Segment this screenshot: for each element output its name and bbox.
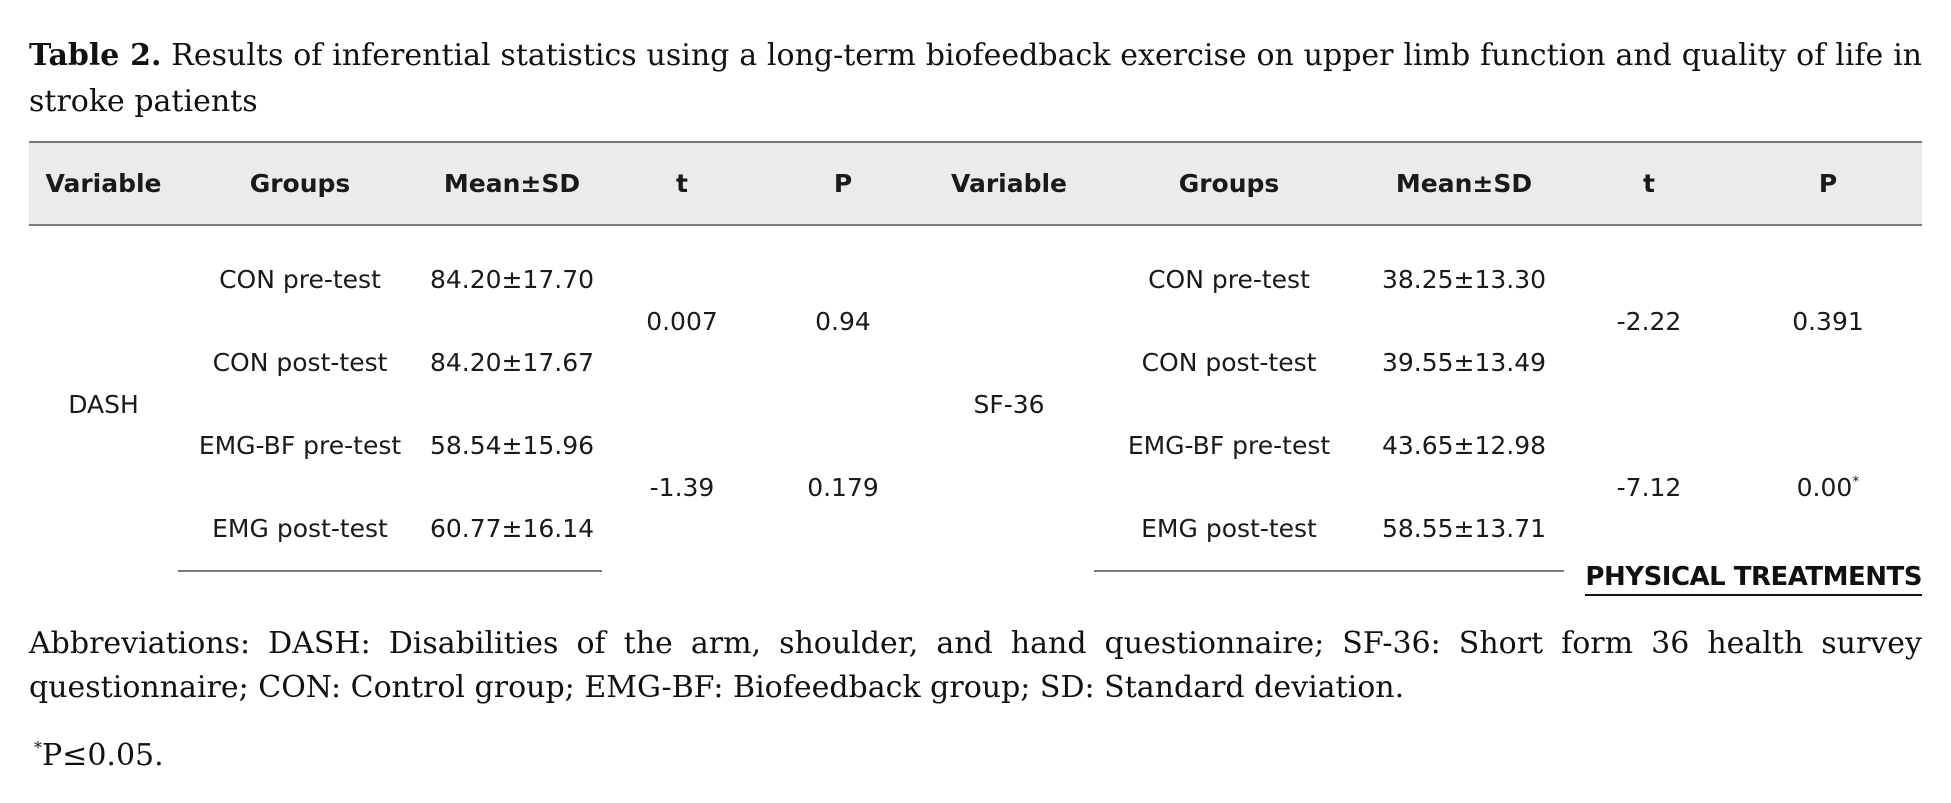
mean-sd-cell: 84.20±17.67 (429, 348, 595, 377)
p-cell (1734, 404, 1922, 571)
group-cell: EMG-BF pre-test (1127, 431, 1331, 460)
group-cell: EMG post-test (1094, 487, 1364, 571)
group-cell: EMG post-test (178, 487, 422, 571)
footnote-text: P≤0.05. (42, 738, 164, 773)
p-value: 0.391 (1792, 306, 1864, 336)
table-caption (29, 33, 1922, 125)
header-t-right: t (1564, 142, 1734, 225)
abbreviations-note: Abbreviations: DASH: Disabilities of the arm, shoulder, and hand questionnaire; SF-36: Short form 36 health survey questionnaire; CON: Control group; EMG-BF: Biofeedback group; SD: Standard deviation. (29, 626, 1922, 705)
t-cell: -1.39 (649, 473, 715, 502)
header-t-left: t (602, 142, 762, 225)
mean-sd-cell: 58.54±15.96 (429, 431, 595, 460)
variable-cell-dash: DASH (68, 390, 139, 419)
journal-logo: PHYSICAL TREATMENTS (1585, 562, 1922, 596)
header-groups-right: Groups (1094, 142, 1364, 225)
significance-mark: * (1852, 474, 1860, 490)
variable-cell-sf36: SF-36 (973, 390, 1045, 419)
group-cell: CON post-test (1141, 348, 1317, 377)
results-table (29, 141, 1922, 572)
t-cell: -7.12 (1616, 473, 1682, 502)
p-cell: 0.179 (807, 473, 879, 502)
p-cell (1734, 225, 1922, 404)
table-caption-text: Results of inferential statistics using a long-term biofeedback exercise on upper limb function and quality of life in stroke patients (29, 38, 1923, 119)
header-variable-left: Variable (29, 142, 178, 225)
table-header-row (29, 142, 1922, 225)
header-mean-sd-left: Mean±SD (422, 142, 602, 225)
significance-footnote (34, 726, 164, 778)
results-table-container (29, 141, 1922, 572)
footnote-mark: * (34, 738, 42, 757)
p-cell: 0.94 (815, 306, 871, 336)
mean-sd-cell: 43.65±12.98 (1381, 431, 1547, 460)
mean-sd-cell: 39.55±13.49 (1381, 348, 1547, 377)
table-row (29, 225, 1922, 321)
mean-sd-cell: 84.20±17.70 (429, 265, 595, 294)
header-p-left: P (762, 142, 924, 225)
group-cell: CON post-test (212, 348, 388, 377)
header-mean-sd-right: Mean±SD (1364, 142, 1564, 225)
group-cell: CON pre-test (1148, 265, 1310, 294)
header-groups-left: Groups (178, 142, 422, 225)
t-cell: -2.22 (1616, 306, 1682, 336)
group-cell: EMG-BF pre-test (198, 431, 402, 460)
mean-sd-cell: 58.55±13.71 (1364, 487, 1564, 571)
mean-sd-cell: 60.77±16.14 (422, 487, 602, 571)
header-p-right: P (1734, 142, 1922, 225)
header-variable-right: Variable (924, 142, 1094, 225)
mean-sd-cell: 38.25±13.30 (1381, 265, 1547, 294)
group-cell: CON pre-test (219, 265, 381, 294)
t-cell: 0.007 (646, 306, 718, 336)
table-label: Table 2. (29, 38, 162, 73)
p-value: 0.00 (1796, 473, 1853, 502)
